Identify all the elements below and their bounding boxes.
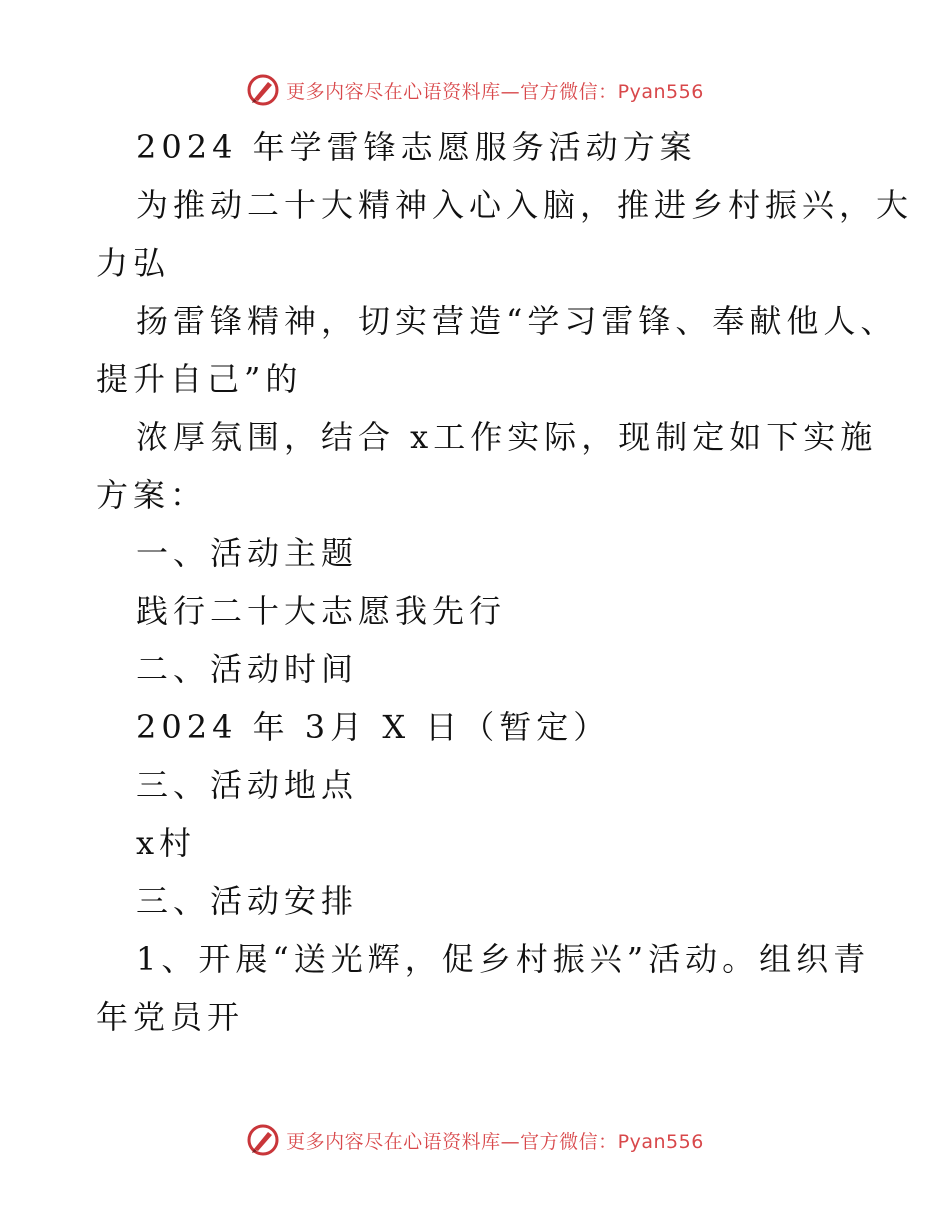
footer-watermark — [0, 1120, 950, 1160]
text-line: 提升自己”的 — [96, 360, 303, 398]
text-line: 践行二十大志愿我先行 — [136, 592, 507, 630]
text-line: 二、活动时间 — [136, 650, 359, 688]
text-line: 力弘 — [96, 244, 171, 282]
text-line: 一、活动主题 — [136, 534, 359, 572]
text-line: 2024 年学雷锋志愿服务活动方案 — [136, 128, 697, 166]
watermark-text: 更多内容尽在心语资料库—官方微信：Pyan556 — [286, 80, 704, 103]
text-line: 年党员开 — [96, 998, 245, 1036]
text-line: 为推动二十大精神入心入脑，推进乡村振兴，大 — [136, 186, 914, 224]
pen-logo-icon — [246, 73, 280, 107]
header-watermark — [0, 70, 950, 110]
watermark-text: 更多内容尽在心语资料库—官方微信：Pyan556 — [286, 1130, 704, 1153]
text-line: 1、开展“送光辉，促乡村振兴”活动。组织青 — [136, 940, 871, 978]
text-line: 三、活动安排 — [136, 882, 359, 920]
text-line: 2024 年 3月 X 日（暂定） — [136, 708, 611, 746]
text-line: x村 — [136, 824, 197, 862]
text-line: 浓厚氛围，结合 x工作实际，现制定如下实施 — [136, 418, 878, 456]
watermark-group — [246, 1123, 704, 1157]
text-line: 三、活动地点 — [136, 766, 359, 804]
watermark-group — [246, 73, 704, 107]
text-line: 方案： — [96, 476, 208, 514]
text-line: 扬雷锋精神，切实营造“学习雷锋、奉献他人、 — [136, 302, 898, 340]
document-body — [96, 118, 914, 1046]
pen-logo-icon — [246, 1123, 280, 1157]
